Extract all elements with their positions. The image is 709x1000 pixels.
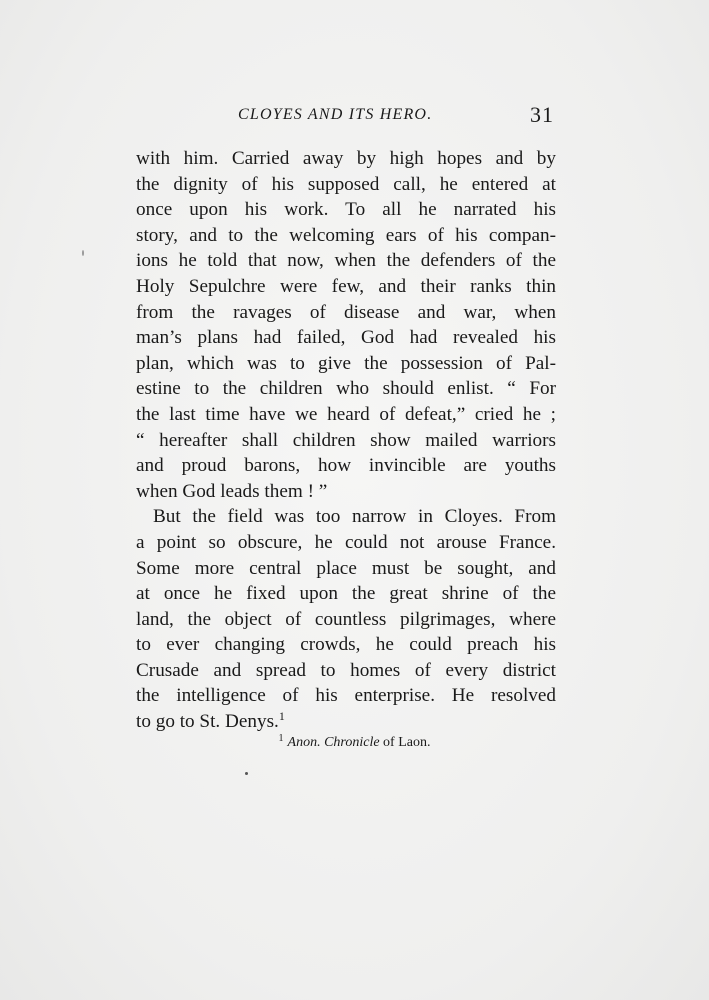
text-line-content: to go to St. Denys. <box>136 711 279 733</box>
page-number: 31 <box>530 102 554 127</box>
text-line: Holy Sepulchre were few, and their ranks thin <box>136 275 556 297</box>
text-line: and proud barons, how invincible are youths <box>136 455 556 477</box>
text-line: “ hereafter shall children show mailed warriors <box>136 429 556 451</box>
text-line: plan, which was to give the possession of Pal- <box>136 352 556 374</box>
text-line: to ever changing crowds, he could preach his <box>136 634 556 656</box>
text-line: with him. Carried away by high hopes and by <box>136 148 556 169</box>
text-line: estine to the children who should enlist. “ For <box>136 378 556 400</box>
text-line-last <box>136 709 556 735</box>
text-line: when God leads them ! ” <box>136 480 328 502</box>
text-line: a point so obscure, he could not arouse France. <box>136 531 556 553</box>
footnote-italic-text: Anon. Chronicle <box>287 735 380 750</box>
text-line: Some more central place must be sought, and <box>136 557 556 579</box>
text-line: story, and to the welcoming ears of his compan- <box>136 224 556 246</box>
text-line: man’s plans had failed, God had revealed his <box>136 327 556 349</box>
paragraph-start-line: But the field was too narrow in Cloyes. From <box>153 506 556 528</box>
footnote <box>0 733 709 751</box>
footnote-text: of Laon. <box>379 735 431 750</box>
text-line: ions he told that now, when the defenders of the <box>136 250 556 272</box>
text-line: Crusade and spread to homes of every district <box>136 659 556 681</box>
ink-speck <box>245 772 248 775</box>
running-head <box>136 104 556 134</box>
running-title: CLOYES AND ITS HERO. <box>238 106 433 123</box>
text-line: the last time have we heard of defeat,” cried he ; <box>136 403 556 425</box>
text-line: from the ravages of disease and war, when <box>136 301 556 323</box>
ink-speck <box>82 250 84 256</box>
footnote-reference: 1 <box>278 709 285 724</box>
body-text <box>136 146 556 735</box>
text-line: at once he fixed upon the great shrine of the <box>136 583 556 605</box>
footnote-marker: 1 <box>278 733 284 744</box>
text-line: land, the object of countless pilgrimages, where <box>136 608 556 630</box>
text-line: once upon his work. To all he narrated his <box>136 199 556 221</box>
text-line: the intelligence of his enterprise. He resolved <box>136 685 556 707</box>
text-line: the dignity of his supposed call, he entered at <box>136 173 556 195</box>
